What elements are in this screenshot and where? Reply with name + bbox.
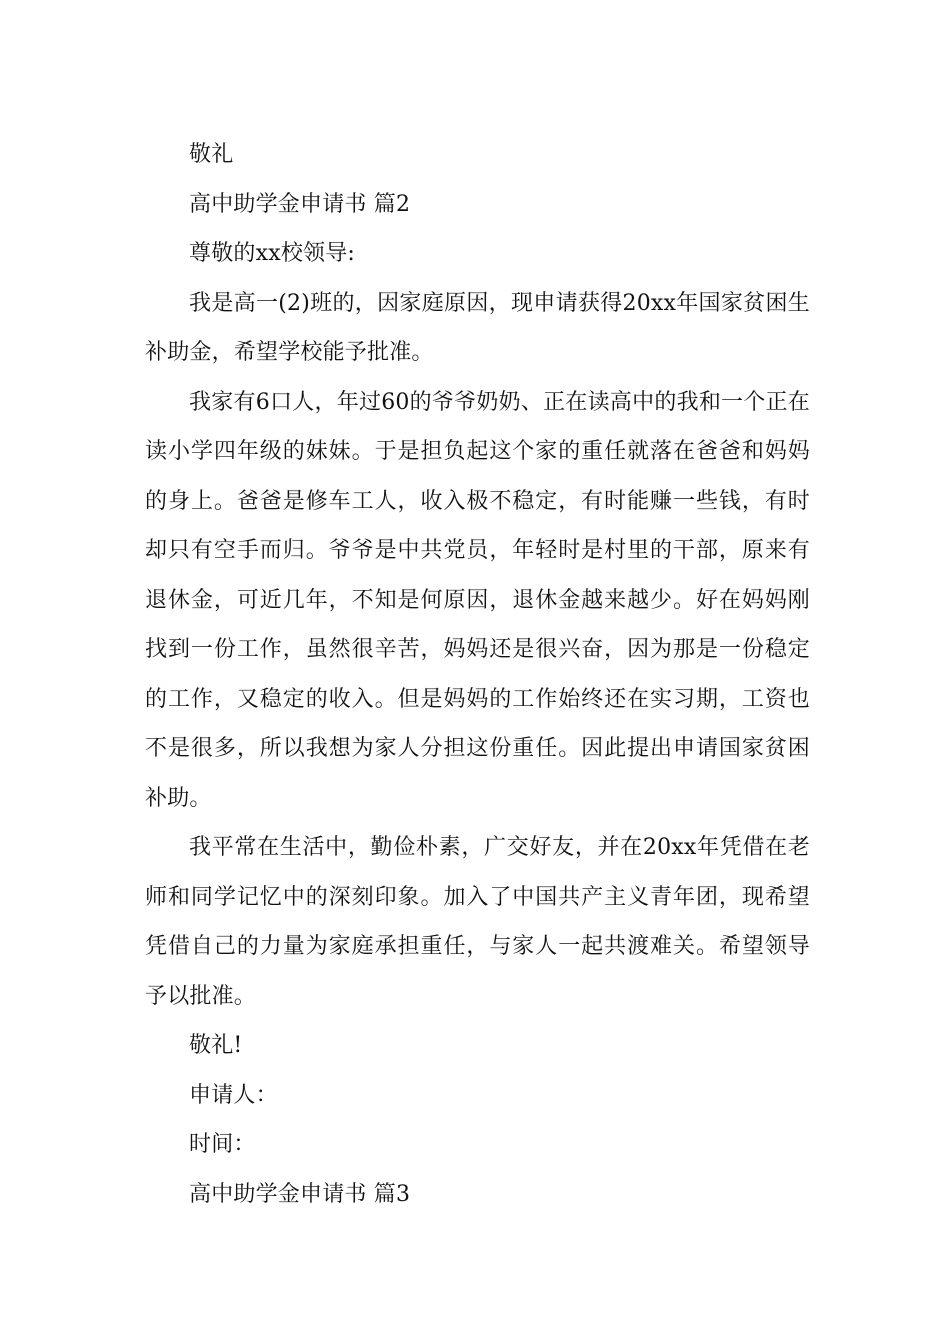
time-label: 时间： — [189, 1132, 256, 1157]
applicant-label: 申请人： — [189, 1082, 278, 1108]
section-heading-2: 高中助学金申请书 篇2 — [189, 191, 411, 217]
document-body — [145, 130, 810, 1219]
salutation: 尊敬的xx校领导: — [189, 241, 356, 266]
closing-salute: 敬礼 — [189, 142, 234, 167]
section-heading-3: 高中助学金申请书 篇3 — [189, 1181, 411, 1207]
paragraph-family: 我家有6口人，年过60的爷爷奶奶、正在读高中的我和一个正在读小学四年级的妹妹。于是担负起这个家的重任就落在爸爸和妈妈的身上。爸爸是修车工人，收入极不稳定，有时能赚一些钱，有时却只有空手而归。爷爷是中共党员，年轻时是村里的干部，原来有退休金，可近几年，不知是何原因，退休金越来越少。好在妈妈刚找到一份工作，虽然很辛苦，妈妈还是很兴奋，因为那是一份稳定的工作，又稳定的收入。但是妈妈的工作始终还在实习期，工资也不是很多，所以我想为家人分担这份重任。因此提出申请国家贫困补助。 — [145, 389, 810, 811]
paragraph-intro: 我是高一(2)班的，因家庭原因，现申请获得20xx年国家贫困生补助金，希望学校能予批准。 — [145, 290, 810, 365]
closing-salute-2: 敬礼! — [189, 1033, 243, 1058]
paragraph-personal: 我平常在生活中，勤俭朴素，广交好友，并在20xx年凭借在老师和同学记忆中的深刻印象。加入了中国共产主义青年团，现希望凭借自己的力量为家庭承担重任，与家人一起共渡难关。希望领导予以批准。 — [145, 835, 810, 1009]
